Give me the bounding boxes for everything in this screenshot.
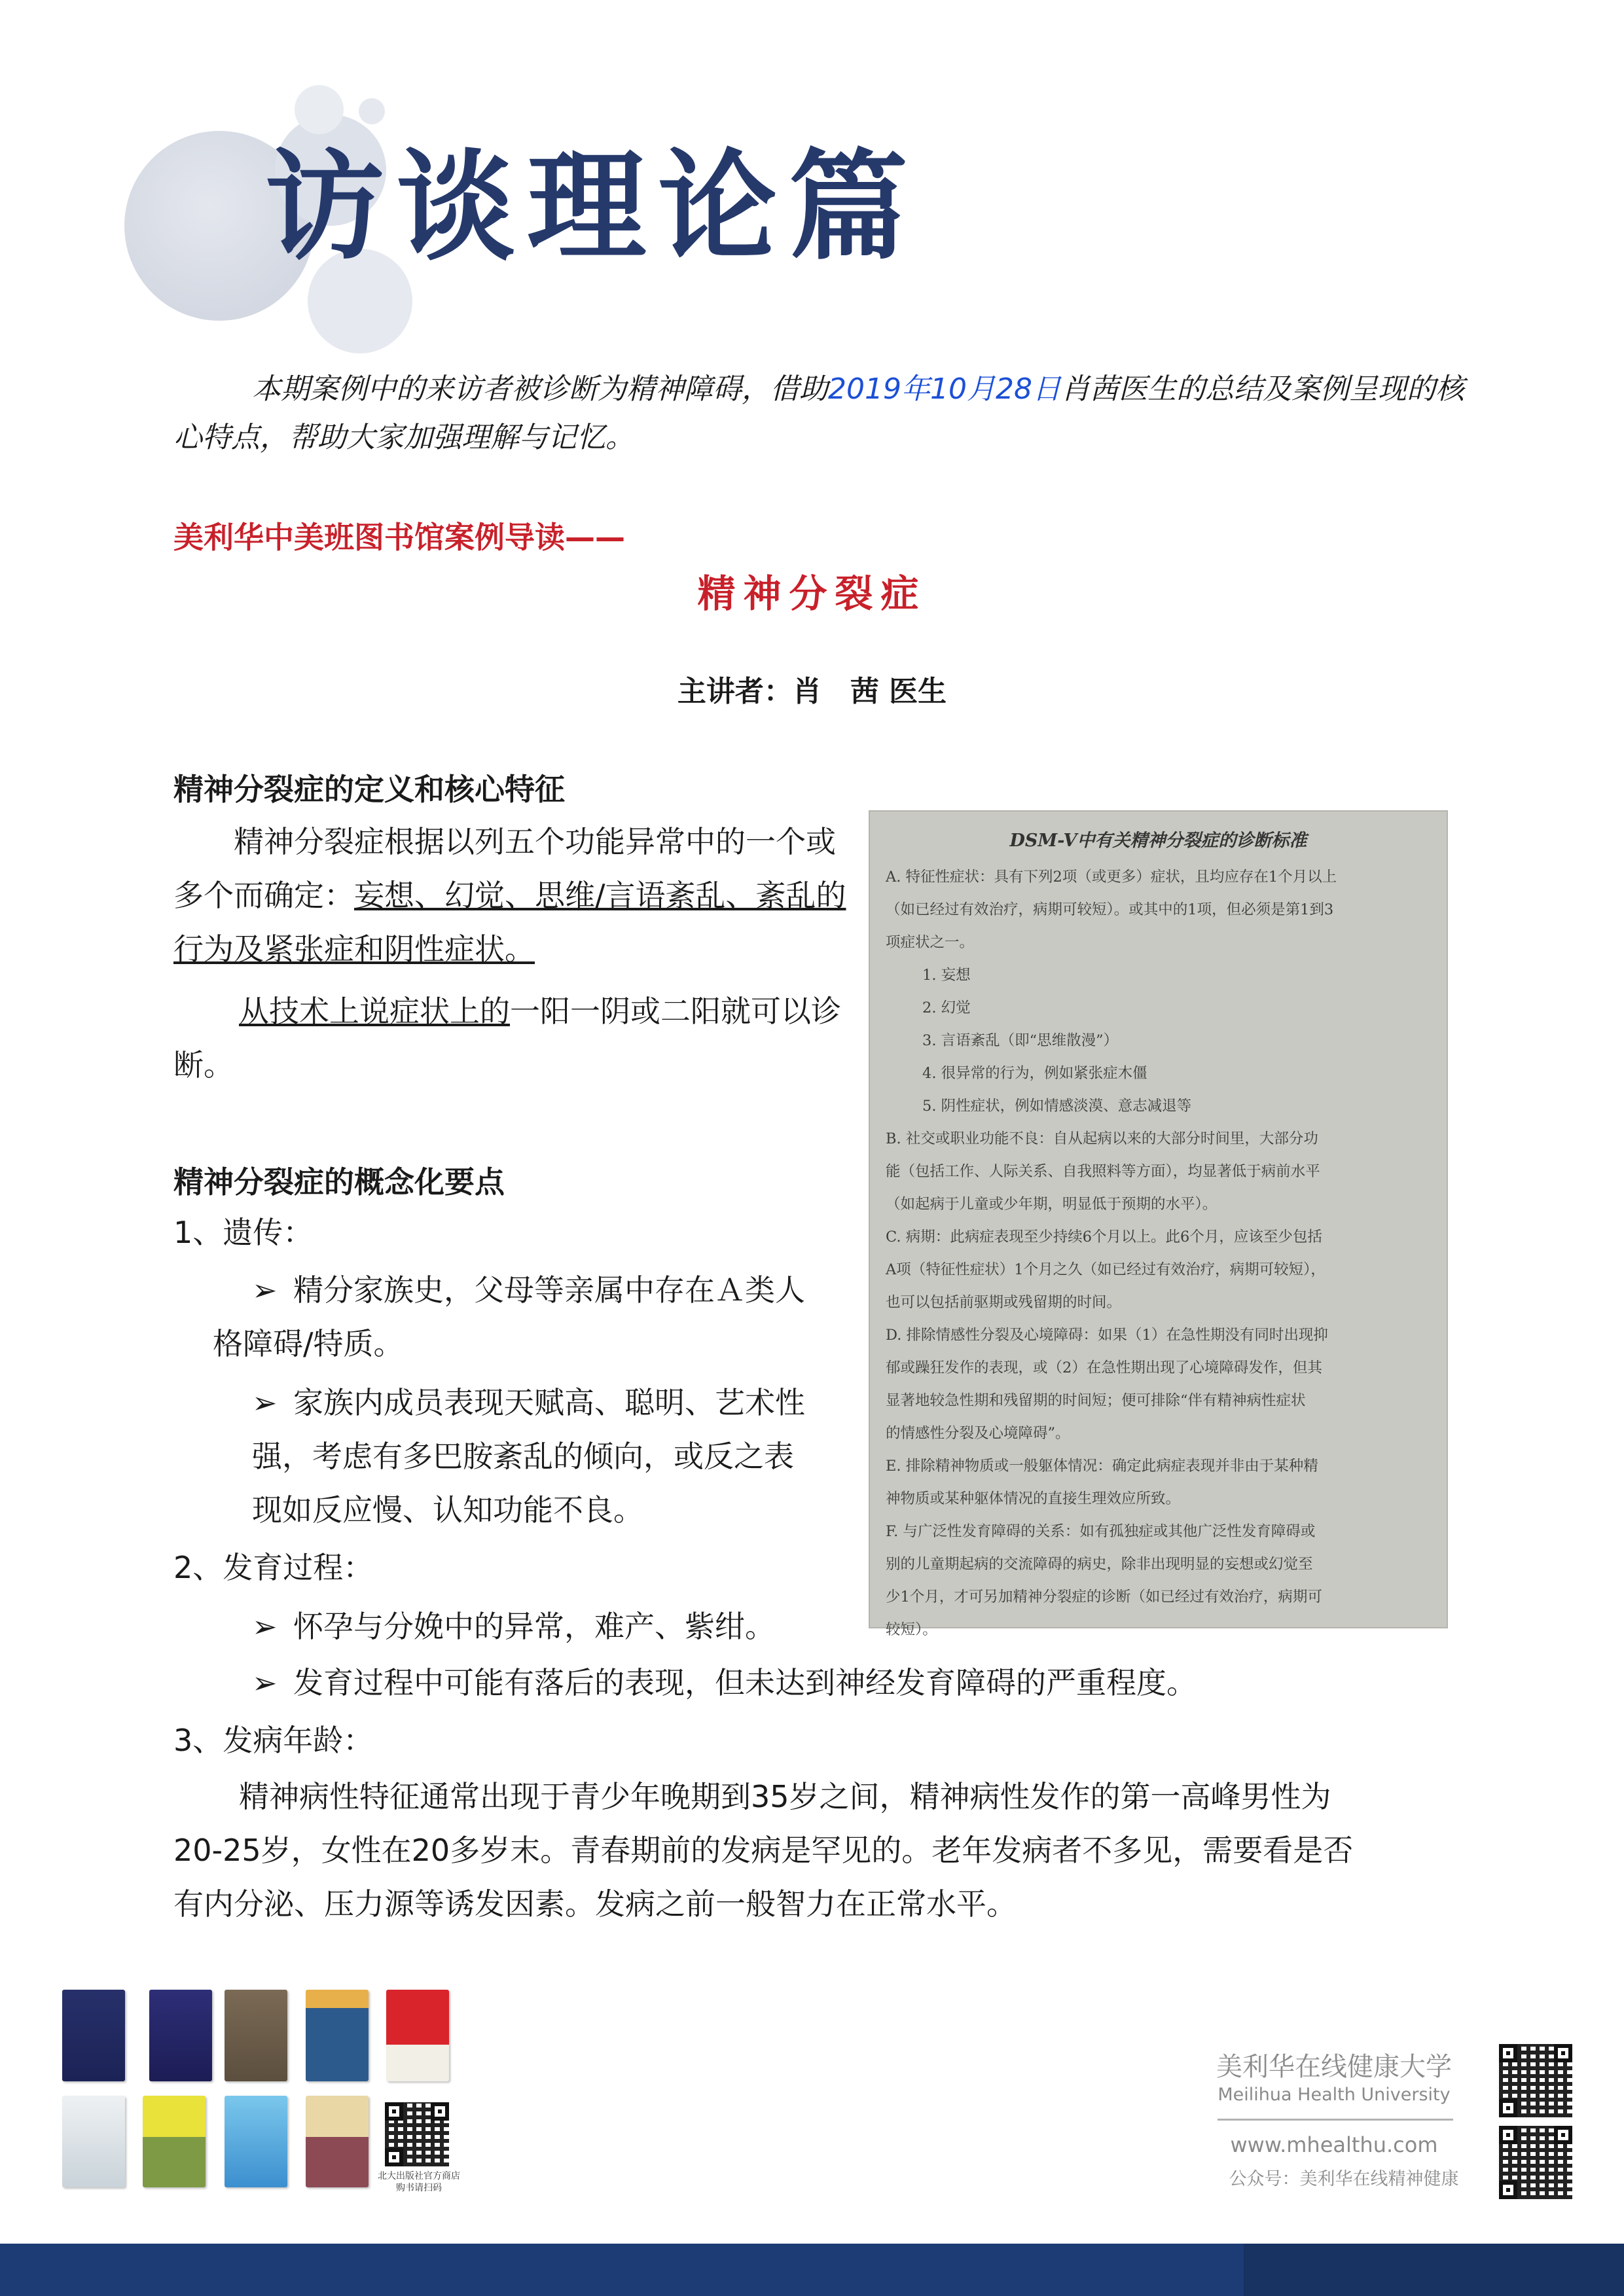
- page-title: 访谈理论篇: [265, 137, 920, 276]
- dsm-line: A. 特征性症状：具有下列2项（或更多）症状，且均应存在1个月以上: [886, 869, 1337, 886]
- dsm-line: 能（包括工作、人际关系、自我照料等方面），均显著低于病前水平: [886, 1163, 1320, 1180]
- topic-title: [0, 563, 1624, 618]
- item-genetics: 1、遗传：: [173, 1215, 314, 1250]
- book-cover: [386, 1990, 449, 2081]
- dsm-line: E. 排除精神物质或一般躯体情况：确定此病症表现并非由于某种精: [886, 1458, 1318, 1475]
- section-heading-definition: 精神分裂症的定义和核心特征: [173, 772, 565, 807]
- dsm-line: 较短）。: [886, 1621, 937, 1638]
- item-development: 2、发育过程：: [173, 1550, 374, 1585]
- diagnosis-paragraph: [173, 984, 854, 1092]
- speaker-line: 主讲者：肖 茜 医生: [677, 675, 947, 708]
- topic-text: 精神分裂症: [697, 571, 927, 616]
- onset-paragraph-line: 精神病性特征通常出现于青少年晚期到35岁之间，精神病性发作的第一高峰男性为: [239, 1779, 1331, 1814]
- book-cover: [306, 1990, 369, 2081]
- dsm-line: 1. 妄想: [922, 967, 971, 984]
- dsm-photo-title: DSM-V中有关精神分裂症的诊断标准: [1009, 831, 1307, 851]
- dsm-line: 少1个月，才可另加精神分裂症的诊断（如已经过有效治疗，病期可: [886, 1588, 1322, 1605]
- brand-url[interactable]: www.mhealthu.com: [1230, 2132, 1438, 2157]
- dsm-line: 的情感性分裂及心境障碍”。: [886, 1425, 1070, 1442]
- bullet-text: 现如反应慢、认知功能不良。: [252, 1492, 643, 1528]
- item-onset-age: 3、发病年龄：: [173, 1723, 374, 1758]
- dsm-line: D. 排除情感性分裂及心境障碍：如果（1）在急性期没有同时出现抑: [886, 1327, 1328, 1344]
- bullet-text: 格障碍/特质。: [213, 1326, 404, 1361]
- intro-paragraph: [173, 365, 1470, 462]
- qr-caption-line: 北大出版社官方商店: [378, 2171, 460, 2181]
- definition-symptoms: 妄想、幻觉、思维/言语紊乱、紊乱的行为及紧张症和阴性症状。: [173, 878, 846, 967]
- dsm-line: 别的儿童期起病的交流障碍的病史，除非出现明显的妄想或幻觉至: [886, 1556, 1313, 1573]
- book-cover: [306, 2096, 369, 2187]
- brand-name-cn: 美利华在线健康大学: [1216, 2052, 1452, 2082]
- dsm-line: C. 病期：此病症表现至少持续6个月以上。此6个月，应该至少包括: [886, 1229, 1322, 1246]
- brand-wechat: 公众号：美利华在线精神健康: [1229, 2169, 1459, 2189]
- qr-code: [1499, 2044, 1572, 2117]
- section-heading-conceptualization: 精神分裂症的概念化要点: [173, 1164, 505, 1200]
- definition-paragraph: [173, 815, 854, 976]
- diagnosis-text: 一阳一阴或二阳就可以诊断。: [173, 994, 841, 1083]
- dsm-line: A项（特征性症状）1个月之久（如已经过有效治疗，病期可较短），: [886, 1261, 1326, 1278]
- book-cover: [225, 2096, 287, 2187]
- bullet-text: 怀孕与分娩中的异常，难产、紫绀。: [293, 1609, 775, 1644]
- dsm-line: 3. 言语紊乱（即“思维散漫”）: [922, 1032, 1119, 1049]
- dsm-line: 2. 幻觉: [922, 999, 971, 1016]
- dsm-line: （如已经过有效治疗，病期可较短）。或其中的1项，但必须是第1到3: [886, 901, 1334, 918]
- dsm-line: F. 与广泛性发育障碍的关系：如有孤独症或其他广泛性发育障碍或: [886, 1523, 1316, 1540]
- dsm-line: 神物质或某种躯体情况的直接生理效应所致。: [886, 1490, 1181, 1507]
- book-cover: [149, 1990, 212, 2081]
- book-cover: [62, 2096, 125, 2187]
- qr-code: [1499, 2126, 1572, 2199]
- dsm-line: 郁或躁狂发作的表现，或（2）在急性期出现了心境障碍发作，但其: [886, 1359, 1322, 1376]
- dsm-line: 5. 阴性症状，例如情感淡漠、意志减退等: [922, 1098, 1192, 1115]
- book-cover: [62, 1990, 125, 2081]
- dsm-line: 也可以包括前驱期或残留期的时间。: [886, 1294, 1122, 1311]
- dsm-line: （如起病于儿童或少年期，明显低于预期的水平）。: [886, 1196, 1218, 1213]
- book-cover: [143, 2096, 206, 2187]
- footer-bar-accent: [1244, 2244, 1624, 2296]
- book-cover: [225, 1990, 287, 2081]
- intro-text-start: 本期案例中的来访者被诊断为精神障碍，借助: [252, 372, 828, 406]
- series-title: 美利华中美班图书馆案例导读——: [173, 520, 625, 555]
- onset-paragraph-line: 有内分泌、压力源等诱发因素。发病之前一般智力在正常水平。: [173, 1886, 1017, 1922]
- onset-paragraph-line: 20-25岁，女性在20多岁末。青春期前的发病是罕见的。老年发病者不多见，需要看是否: [173, 1833, 1354, 1868]
- dsm-line: 项症状之一。: [886, 934, 975, 951]
- bullet-arrow-icon: ➢: [252, 1609, 278, 1644]
- decorative-circle: [359, 98, 385, 124]
- qr-code: [385, 2102, 449, 2166]
- brand-divider: [1218, 2119, 1453, 2121]
- bullet-arrow-icon: ➢: [252, 1665, 278, 1700]
- diagnosis-underline: 从技术上说症状上的: [239, 994, 510, 1029]
- dsm-line: B. 社交或职业功能不良：自从起病以来的大部分时间里，大部分功: [886, 1130, 1318, 1147]
- bullet-text: 强，考虑有多巴胺紊乱的倾向，或反之表: [252, 1439, 794, 1474]
- qr-caption: [367, 2170, 471, 2194]
- intro-text-end: 肖茜医生的总结及案例呈现的核心特点，帮助大家加强理解与记忆。: [173, 372, 1464, 454]
- bullet-arrow-icon: ➢: [252, 1385, 278, 1420]
- definition-text: 精神分裂症根据以列五个功能异常中的一个或多个而确定：: [173, 824, 836, 913]
- dsm-line: 4. 很异常的行为，例如紧张症木僵: [922, 1065, 1147, 1082]
- brand-name-en: Meilihua Health University: [1218, 2085, 1451, 2105]
- dsm-line: 显著地较急性期和残留期的时间短；便可排除“伴有精神病性症状: [886, 1392, 1306, 1409]
- bullet-arrow-icon: ➢: [252, 1272, 278, 1308]
- intro-date: 2019年10月28日: [828, 372, 1061, 406]
- qr-caption-line: 购书请扫码: [396, 2183, 442, 2193]
- bullet-text: 发育过程中可能有落后的表现，但未达到神经发育障碍的严重程度。: [293, 1665, 1197, 1700]
- bullet-text: 家族内成员表现天赋高、聪明、艺术性: [293, 1385, 805, 1420]
- decorative-circle: [295, 85, 344, 134]
- bullet-text: 精分家族史，父母等亲属中存在Ａ类人: [293, 1272, 805, 1308]
- dsm-criteria-photo: [869, 810, 1448, 1638]
